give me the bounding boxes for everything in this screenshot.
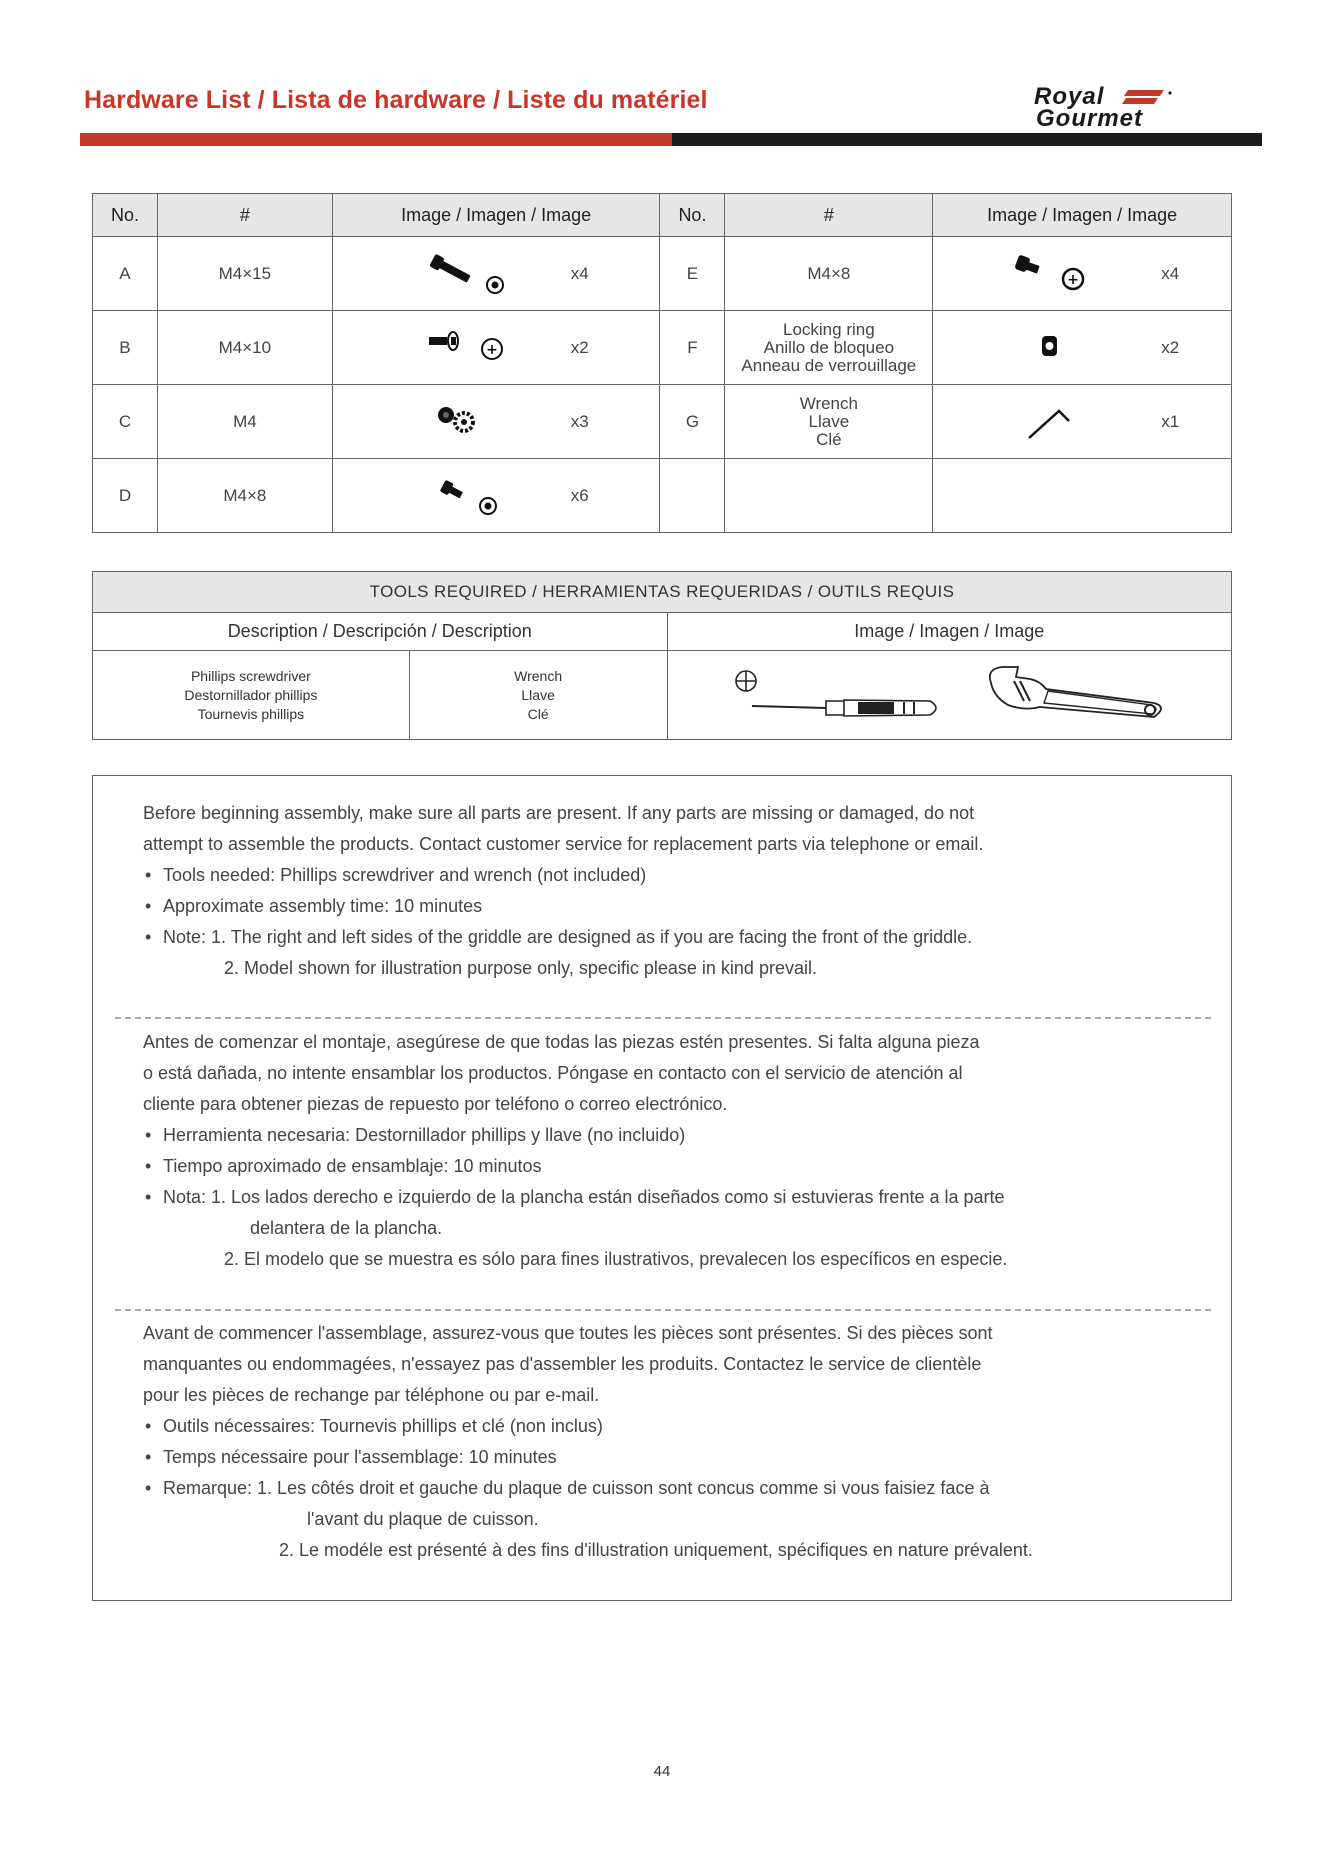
note-continuation: l'avant du plaque de cuisson.: [307, 1509, 539, 1529]
part-image-cell: [332, 459, 660, 533]
adjustable-wrench-icon: [989, 667, 1160, 717]
spec-line: Clé: [816, 429, 842, 449]
tools-image-header: Image / Imagen / Image: [667, 613, 1231, 651]
tool-text-line: Wrench: [514, 667, 563, 684]
intro-line: Before beginning assembly, make sure all parts are present. If any parts are missing or damaged, do not: [143, 803, 975, 823]
phillips-screwdriver-icon: [736, 671, 936, 716]
spec-line: Anillo de bloqueo: [763, 337, 895, 357]
table-row: [93, 237, 1232, 311]
part-quantity: x2: [1161, 337, 1180, 357]
part-letter: G: [660, 385, 725, 459]
spec-line: Locking ring: [783, 319, 875, 339]
intro-line: attempt to assemble the products. Contact customer service for replacement parts via telephone or email.: [143, 834, 984, 854]
intro-line: pour les pièces de rechange par téléphone ou par e-mail.: [143, 1385, 600, 1405]
empty-cell: [933, 459, 1232, 533]
logo-graphic: [1030, 84, 1240, 134]
part-spec: M4×15: [157, 237, 332, 311]
note-item-2: 2. Model shown for illustration purpose only, specific please in kind prevail.: [224, 958, 817, 978]
wrench-description: [409, 651, 667, 740]
logo-line1: Royal: [1034, 84, 1105, 110]
part-quantity: x2: [570, 337, 589, 357]
bullet-tools: • Tools needed: Phillips screwdriver and wrench (not included): [143, 860, 1223, 891]
tool-text-line: Tournevis phillips: [197, 705, 305, 722]
part-letter: D: [93, 459, 158, 533]
bullet-time: • Tiempo aproximado de ensamblaje: 10 minutos: [143, 1151, 1223, 1182]
tool-text-line: Llave: [521, 686, 555, 703]
part-spec: M4×8: [157, 459, 332, 533]
spec-line: Llave: [808, 411, 850, 431]
intro-line: Antes de comenzar el montaje, asegúrese de que todas las piezas estén presentes. Si falta alguna pieza: [143, 1032, 980, 1052]
part-quantity: x3: [570, 411, 589, 431]
allen-wrench-icon: [933, 385, 1232, 458]
part-image-cell: [933, 237, 1232, 311]
section-divider: [115, 1309, 1211, 1311]
bullet-tools: • Herramienta necesaria: Destornillador phillips y llave (no incluido): [143, 1120, 1223, 1151]
part-letter: B: [93, 311, 158, 385]
part-spec: M4×8: [725, 237, 933, 311]
col-header-spec-2: #: [725, 194, 933, 237]
col-header-spec: #: [157, 194, 332, 237]
tool-text-line: Clé: [527, 705, 549, 722]
col-header-no: No.: [93, 194, 158, 237]
intro-line: Avant de commencer l'assemblage, assurez-vous que toutes les pièces sont présentes. Si des pièces sont: [143, 1323, 993, 1343]
spec-line: Wrench: [799, 393, 858, 413]
notes-french: [143, 1318, 1223, 1566]
brand-logo: [1030, 84, 1240, 134]
part-letter: C: [93, 385, 158, 459]
part-quantity: x1: [1161, 411, 1180, 431]
col-header-image-2: Image / Imagen / Image: [933, 194, 1232, 237]
part-quantity: x6: [570, 485, 589, 505]
col-header-image: Image / Imagen / Image: [332, 194, 660, 237]
bullet-time: • Temps nécessaire pour l'assemblage: 10 minutes: [143, 1442, 1223, 1473]
tools-table: [92, 571, 1232, 740]
empty-cell: [725, 459, 933, 533]
header-bar-black: [672, 133, 1262, 146]
locking-ring-icon: [933, 311, 1232, 384]
part-letter: F: [660, 311, 725, 385]
part-image-cell: [332, 237, 660, 311]
part-image-cell: [933, 385, 1232, 459]
note-item-2: 2. Le modéle est présenté à des fins d'illustration uniquement, spécifiques en nature prévalent.: [279, 1540, 1033, 1560]
table-row: [93, 385, 1232, 459]
header-bar-red: [80, 133, 672, 146]
tool-text-line: Destornillador phillips: [184, 686, 318, 703]
hardware-table: [92, 193, 1232, 533]
hardware-header-row: [93, 194, 1232, 237]
part-spec: M4×10: [157, 311, 332, 385]
tools-image-cell: [667, 651, 1231, 740]
bolt-m4x15-icon: [333, 237, 661, 310]
empty-cell: [660, 459, 725, 533]
part-letter: A: [93, 237, 158, 311]
screwdriver-description: [93, 651, 410, 740]
page-title: Hardware List / Lista de hardware / Liste du matériel: [84, 86, 708, 114]
part-quantity: x4: [1161, 263, 1180, 283]
bolt-m4x10-icon: [333, 311, 661, 384]
spec-line: Anneau de verrouillage: [741, 355, 917, 375]
col-header-no-2: No.: [660, 194, 725, 237]
notes-english: [143, 798, 1223, 984]
tools-illustration: [668, 651, 1233, 739]
logo-line2: Gourmet: [1036, 105, 1144, 132]
part-image-cell: [332, 311, 660, 385]
svg-text:+: +: [485, 342, 498, 358]
bullet-note: • Remarque: 1. Les côtés droit et gauche du plaque de cuisson sont concus comme si vous faisiez face à: [143, 1473, 1223, 1504]
note-item-2: 2. El modelo que se muestra es sólo para fines ilustrativos, prevalecen los específicos en especie.: [224, 1249, 1008, 1269]
part-image-cell: [933, 311, 1232, 385]
tools-description-header: Description / Descripción / Description: [93, 613, 668, 651]
tool-text-line: Phillips screwdriver: [190, 667, 311, 684]
page-number: 44: [653, 1763, 671, 1780]
part-quantity: x4: [570, 263, 589, 283]
section-divider: [115, 1017, 1211, 1019]
assembly-notes: [92, 775, 1232, 1601]
part-image-cell: [332, 385, 660, 459]
part-letter: E: [660, 237, 725, 311]
intro-line: manquantes ou endommagées, n'essayez pas d'assembler les produits. Contactez le service de clientèle: [143, 1354, 982, 1374]
table-row: [93, 459, 1232, 533]
part-spec-multiline: [725, 385, 933, 459]
bullet-note: • Nota: 1. Los lados derecho e izquierdo de la plancha están diseñados como si estuvieras frente a la parte: [143, 1182, 1223, 1213]
svg-text:+: +: [1067, 272, 1080, 288]
bullet-tools: • Outils nécessaires: Tournevis phillips et clé (non inclus): [143, 1411, 1223, 1442]
nut-m4-icon: [333, 385, 661, 458]
tools-title: TOOLS REQUIRED / HERRAMIENTAS REQUERIDAS / OUTILS REQUIS: [93, 572, 1232, 613]
notes-spanish: [143, 1027, 1223, 1275]
intro-line: o está dañada, no intente ensamblar los productos. Póngase en contacto con el servicio de atención al: [143, 1063, 963, 1083]
bullet-time: • Approximate assembly time: 10 minutes: [143, 891, 1223, 922]
bullet-note: • Note: 1. The right and left sides of the griddle are designed as if you are facing the front of the griddle.: [143, 922, 1223, 953]
bolt-m4x8-short-icon: [333, 459, 661, 532]
table-row: [93, 311, 1232, 385]
part-spec-multiline: [725, 311, 933, 385]
part-spec: M4: [157, 385, 332, 459]
intro-line: cliente para obtener piezas de repuesto por teléfono o correo electrónico.: [143, 1094, 728, 1114]
note-continuation: delantera de la plancha.: [250, 1218, 443, 1238]
bolt-m4x8-icon: [933, 237, 1232, 310]
